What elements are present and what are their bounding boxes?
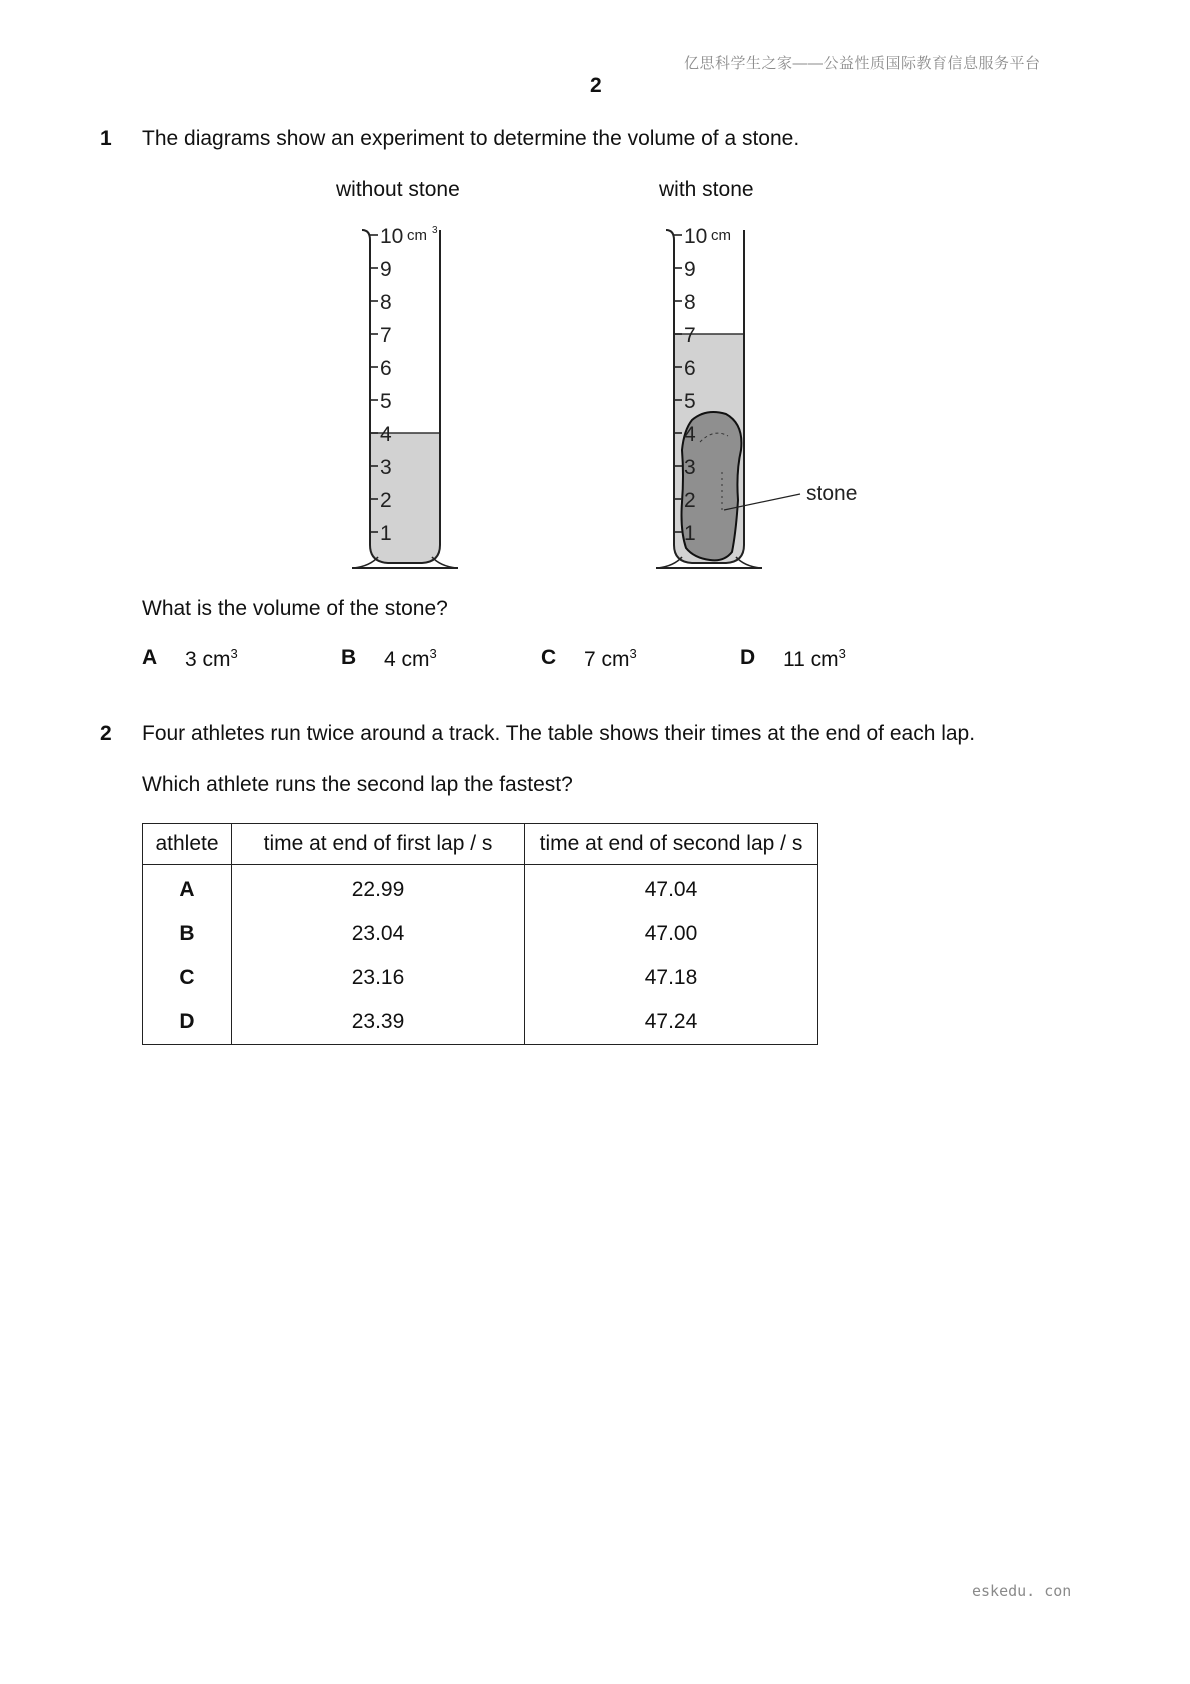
left-unit: cm — [407, 227, 427, 244]
right-scale-5: 5 — [684, 390, 696, 413]
header-second-lap: time at end of second lap / s — [525, 824, 818, 865]
cylinder-with-stone — [656, 225, 857, 568]
left-scale-7: 7 — [380, 324, 392, 347]
right-scale-3: 3 — [684, 456, 696, 479]
question-2-number: 2 — [100, 722, 112, 745]
left-unit-sup: 3 — [432, 225, 438, 236]
lap1-cell: 22.99 — [232, 865, 525, 913]
option-b-letter: B — [341, 646, 357, 669]
lap2-cell: 47.04 — [525, 865, 818, 913]
table-row — [143, 912, 818, 956]
header-watermark: 亿思科学生之家——公益性质国际教育信息服务平台 — [684, 55, 1041, 72]
lap1-cell: 23.39 — [232, 1000, 525, 1045]
athlete-cell: D — [143, 1000, 232, 1045]
left-scale-6: 6 — [380, 357, 392, 380]
question-2-prompt: Which athlete runs the second lap the fastest? — [142, 773, 573, 796]
header-athlete: athlete — [143, 824, 232, 865]
label-without-stone: without stone — [336, 178, 460, 201]
athlete-cell: C — [143, 956, 232, 1000]
lap2-cell: 47.18 — [525, 956, 818, 1000]
right-scale-1: 1 — [684, 522, 696, 545]
footer-watermark: eskedu. con — [972, 1582, 1072, 1600]
athlete-cell: B — [143, 912, 232, 956]
measuring-cylinders-diagram — [340, 210, 880, 580]
table-row — [143, 956, 818, 1000]
label-with-stone: with stone — [659, 178, 754, 201]
lap1-cell: 23.04 — [232, 912, 525, 956]
lap2-cell: 47.00 — [525, 912, 818, 956]
right-scale-7: 7 — [684, 324, 696, 347]
question-1-prompt: What is the volume of the stone? — [142, 597, 448, 620]
right-scale-9: 9 — [684, 258, 696, 281]
right-scale-4: 4 — [684, 423, 696, 446]
option-a-letter: A — [142, 646, 158, 669]
left-scale-4: 4 — [380, 423, 392, 446]
right-scale-6: 6 — [684, 357, 696, 380]
right-unit: cm — [711, 227, 731, 244]
left-scale-10: 10 — [380, 225, 404, 248]
left-scale-5: 5 — [380, 390, 392, 413]
option-d-value: 11 $cm^3$ — [783, 646, 846, 671]
athlete-cell: A — [143, 865, 232, 913]
right-scale-2: 2 — [684, 489, 696, 512]
left-scale-1: 1 — [380, 522, 392, 545]
left-scale-8: 8 — [380, 291, 392, 314]
left-scale-3: 3 — [380, 456, 392, 479]
header-first-lap: time at end of first lap / s — [232, 824, 525, 865]
option-b-value: 4 $cm^3$ — [384, 646, 437, 671]
table-header-row — [143, 824, 818, 865]
question-1-number: 1 — [100, 127, 112, 150]
option-a-value: 3 $cm^3$ — [185, 646, 238, 671]
option-d-letter: D — [740, 646, 756, 669]
option-c-value: 7 $cm^3$ — [584, 646, 637, 671]
left-scale-9: 9 — [380, 258, 392, 281]
question-1-text: The diagrams show an experiment to determine the volume of a stone. — [142, 127, 800, 150]
left-scale-2: 2 — [380, 489, 392, 512]
table-row — [143, 865, 818, 913]
question-2-text: Four athletes run twice around a track. The table shows their times at the end of each lap. — [142, 722, 976, 745]
option-c-letter: C — [541, 646, 557, 669]
stone-label: stone — [806, 482, 858, 505]
lap2-cell: 47.24 — [525, 1000, 818, 1045]
lap1-cell: 23.16 — [232, 956, 525, 1000]
cylinder-without-stone — [352, 225, 458, 568]
right-scale-10: 10 — [684, 225, 708, 248]
table-row — [143, 1000, 818, 1045]
lap-times-table — [142, 823, 818, 1045]
page-number: 2 — [590, 74, 602, 97]
right-scale-8: 8 — [684, 291, 696, 314]
